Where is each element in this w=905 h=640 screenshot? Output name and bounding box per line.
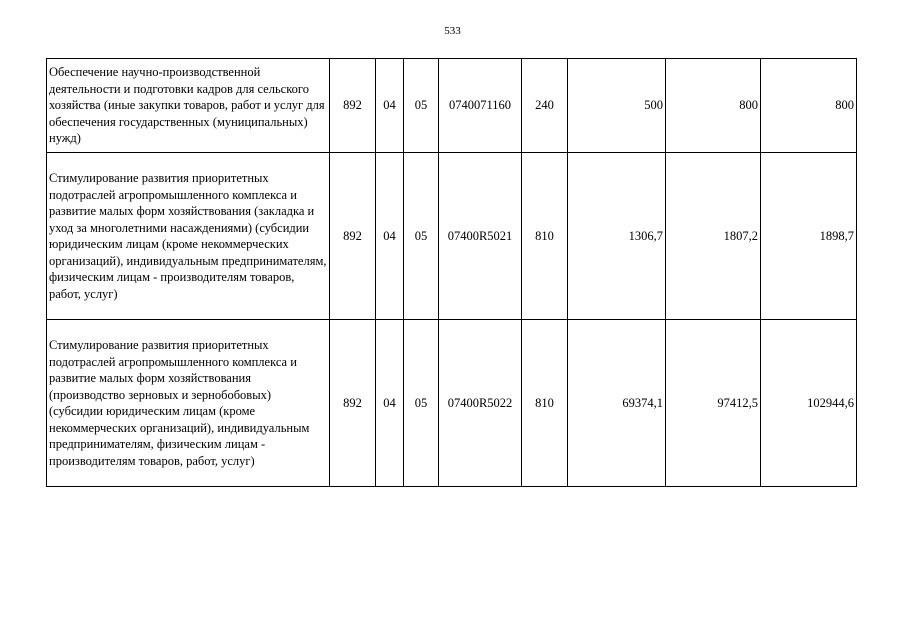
row-description: Стимулирование развития приоритетных подотраслей агропромышленного комплекса и развитие малых форм хозяйствования (производство зерновых и зернобобовых) (субсидии юридическим лицам (кроме некоммерческих организаций), индивидуальным предпринимателям, физическим лицам - производителям товаров, работ, услуг) bbox=[47, 320, 330, 487]
amount-year-3: 1898,7 bbox=[761, 153, 857, 320]
expense-type-code: 810 bbox=[522, 153, 568, 320]
row-description: Стимулирование развития приоритетных подотраслей агропромышленного комплекса и развитие малых форм хозяйствования (закладка и уход за многолетними насаждениями) (субсидии юридическим лицам (кроме некоммерческих организаций), индивидуальным предпринимателям, физическим лицам - производителям товаров, работ, услуг) bbox=[47, 153, 330, 320]
amount-year-2: 800 bbox=[666, 59, 761, 153]
ministry-code: 892 bbox=[330, 59, 376, 153]
row-description: Обеспечение научно-производственной деятельности и подготовки кадров для сельского хозяйства (иные закупки товаров, работ и услуг для обеспечения государственных (муниципальных) нужд) bbox=[47, 59, 330, 153]
ministry-code: 892 bbox=[330, 320, 376, 487]
subsection-code: 05 bbox=[404, 59, 439, 153]
target-article-code: 0740071160 bbox=[439, 59, 522, 153]
amount-year-3: 800 bbox=[761, 59, 857, 153]
table-row bbox=[47, 153, 857, 320]
amount-year-3: 102944,6 bbox=[761, 320, 857, 487]
expense-type-code: 810 bbox=[522, 320, 568, 487]
amount-year-2: 1807,2 bbox=[666, 153, 761, 320]
expense-type-code: 240 bbox=[522, 59, 568, 153]
amount-year-1: 69374,1 bbox=[568, 320, 666, 487]
subsection-code: 05 bbox=[404, 153, 439, 320]
ministry-code: 892 bbox=[330, 153, 376, 320]
table-row bbox=[47, 320, 857, 487]
budget-table bbox=[46, 58, 857, 487]
amount-year-1: 500 bbox=[568, 59, 666, 153]
amount-year-1: 1306,7 bbox=[568, 153, 666, 320]
section-code: 04 bbox=[376, 320, 404, 487]
section-code: 04 bbox=[376, 59, 404, 153]
target-article-code: 07400R5021 bbox=[439, 153, 522, 320]
table-row bbox=[47, 59, 857, 153]
page-number: 533 bbox=[444, 25, 461, 37]
target-article-code: 07400R5022 bbox=[439, 320, 522, 487]
amount-year-2: 97412,5 bbox=[666, 320, 761, 487]
subsection-code: 05 bbox=[404, 320, 439, 487]
section-code: 04 bbox=[376, 153, 404, 320]
